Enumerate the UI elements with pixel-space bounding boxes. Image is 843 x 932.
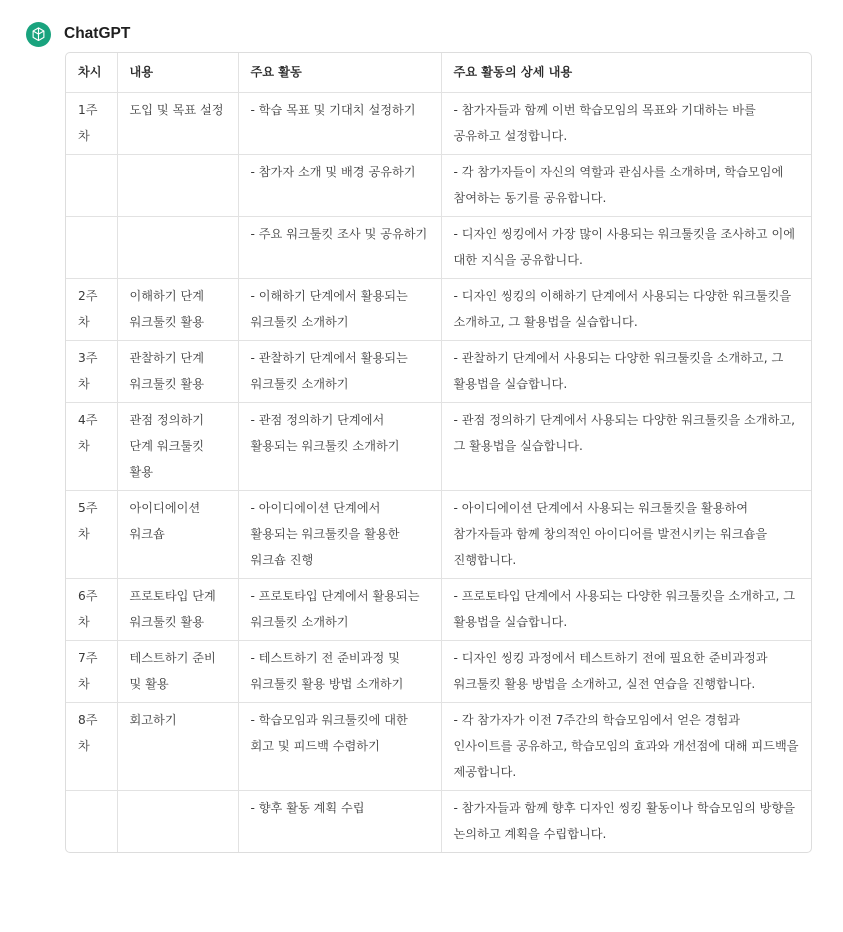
table-row	[66, 491, 811, 579]
cell-detail: - 아이디에이션 단계에서 사용되는 워크툴킷을 활용하여 참가자들과 함께 창의적인 아이디어를 발전시키는 워크숍을 진행합니다.	[441, 491, 811, 579]
cell-content: 도입 및 목표 설정	[117, 93, 238, 155]
table-row	[66, 791, 811, 853]
cell-content	[117, 791, 238, 853]
cell-session: 8주차	[66, 703, 117, 791]
table-header-row	[66, 53, 811, 93]
cell-content: 이해하기 단계 워크툴킷 활용	[117, 279, 238, 341]
cell-session: 1주차	[66, 93, 117, 155]
header-content: 내용	[117, 53, 238, 93]
header-main-activity: 주요 활동	[238, 53, 441, 93]
cell-content: 아이디에이션 워크숍	[117, 491, 238, 579]
table-row	[66, 641, 811, 703]
cell-session: 2주차	[66, 279, 117, 341]
cell-content: 관찰하기 단계 워크툴킷 활용	[117, 341, 238, 403]
table-row	[66, 217, 811, 279]
cell-detail: - 디자인 씽킹 과정에서 테스트하기 전에 필요한 준비과정과 워크툴킷 활용 방법을 소개하고, 실전 연습을 진행합니다.	[441, 641, 811, 703]
header-session: 차시	[66, 53, 117, 93]
cell-session	[66, 155, 117, 217]
cell-session: 5주차	[66, 491, 117, 579]
cell-activity: - 아이디에이션 단계에서 활용되는 워크툴킷을 활용한 워크숍 진행	[238, 491, 441, 579]
cell-session: 3주차	[66, 341, 117, 403]
cell-detail: - 관점 정의하기 단계에서 사용되는 다양한 워크툴킷을 소개하고, 그 활용법을 실습합니다.	[441, 403, 811, 491]
table-row	[66, 403, 811, 491]
table-row	[66, 703, 811, 791]
cell-session	[66, 791, 117, 853]
cell-activity: - 이해하기 단계에서 활용되는 워크툴킷 소개하기	[238, 279, 441, 341]
cell-activity: - 참가자 소개 및 배경 공유하기	[238, 155, 441, 217]
cell-activity: - 관점 정의하기 단계에서 활용되는 워크툴킷 소개하기	[238, 403, 441, 491]
cell-detail: - 참가자들과 함께 이번 학습모임의 목표와 기대하는 바를 공유하고 설정합니다.	[441, 93, 811, 155]
openai-logo-icon	[26, 22, 51, 47]
cell-activity: - 학습 목표 및 기대치 설정하기	[238, 93, 441, 155]
cell-detail: - 각 참가자들이 자신의 역할과 관심사를 소개하며, 학습모임에 참여하는 동기를 공유합니다.	[441, 155, 811, 217]
cell-content	[117, 217, 238, 279]
schedule-table	[65, 52, 812, 853]
table-row	[66, 93, 811, 155]
cell-session: 7주차	[66, 641, 117, 703]
cell-detail: - 프로토타입 단계에서 사용되는 다양한 워크툴킷을 소개하고, 그 활용법을 실습합니다.	[441, 579, 811, 641]
cell-detail: - 각 참가자가 이전 7주간의 학습모임에서 얻은 경험과 인사이트를 공유하고, 학습모임의 효과와 개선점에 대해 피드백을 제공합니다.	[441, 703, 811, 791]
cell-detail: - 관찰하기 단계에서 사용되는 다양한 워크툴킷을 소개하고, 그 활용법을 실습합니다.	[441, 341, 811, 403]
cell-detail: - 디자인 씽킹의 이해하기 단계에서 사용되는 다양한 워크툴킷을 소개하고, 그 활용법을 실습합니다.	[441, 279, 811, 341]
cell-session: 6주차	[66, 579, 117, 641]
cell-activity: - 주요 워크툴킷 조사 및 공유하기	[238, 217, 441, 279]
cell-activity: - 테스트하기 전 준비과정 및 워크툴킷 활용 방법 소개하기	[238, 641, 441, 703]
table-row	[66, 155, 811, 217]
cell-activity: - 관찰하기 단계에서 활용되는 워크툴킷 소개하기	[238, 341, 441, 403]
cell-detail: - 참가자들과 함께 향후 디자인 씽킹 활동이나 학습모임의 방향을 논의하고 계획을 수립합니다.	[453, 801, 795, 841]
table-row	[66, 341, 811, 403]
cell-detail: - 디자인 씽킹에서 가장 많이 사용되는 워크툴킷을 조사하고 이에 대한 지식을 공유합니다.	[441, 217, 811, 279]
table-row	[66, 579, 811, 641]
message-header	[26, 21, 130, 47]
cell-content: 프로토타입 단계 워크툴킷 활용	[117, 579, 238, 641]
cell-activity: - 프로토타입 단계에서 활용되는 워크툴킷 소개하기	[238, 579, 441, 641]
cell-activity: - 향후 활동 계획 수립	[238, 791, 441, 853]
cell-content	[117, 155, 238, 217]
cell-content: 관점 정의하기 단계 워크툴킷 활용	[117, 403, 238, 491]
header-activity-detail: 주요 활동의 상세 내용	[441, 53, 811, 93]
cell-session	[66, 217, 117, 279]
cell-activity: - 학습모임과 워크툴킷에 대한 회고 및 피드백 수렴하기	[238, 703, 441, 791]
cell-content: 회고하기	[117, 703, 238, 791]
table-row	[66, 279, 811, 341]
sender-name: ChatGPT	[64, 25, 131, 42]
cell-content: 테스트하기 준비 및 활용	[117, 641, 238, 703]
cell-session: 4주차	[66, 403, 117, 491]
